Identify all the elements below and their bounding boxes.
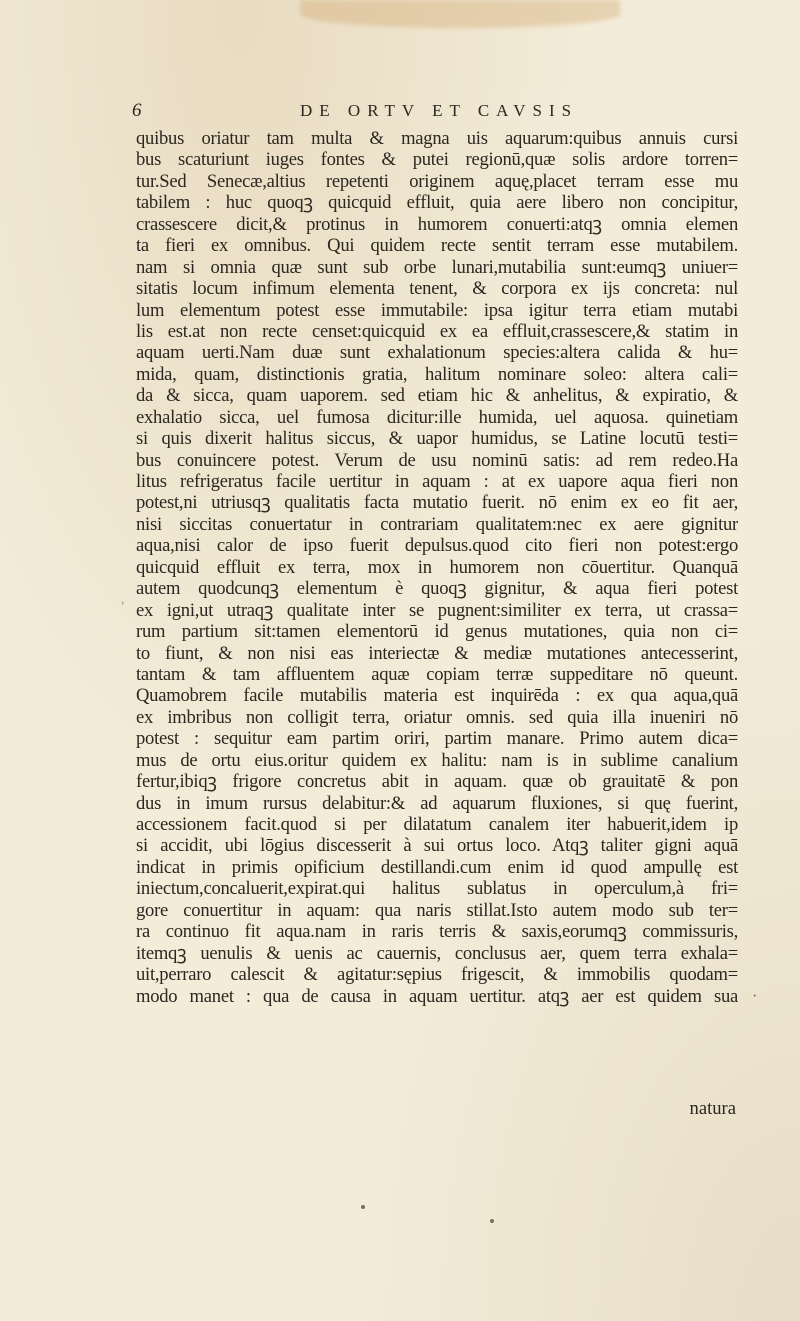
marginal-mark: ·	[752, 988, 758, 1005]
text-line: bus conuincere potest. Verum de usu nominū satis: ad rem redeo.Ha	[136, 449, 738, 471]
paper-stain	[300, 0, 620, 28]
text-line: itemqꝫ uenulis & uenis ac cauernis, conclusus aer, quem terra exhala=	[136, 942, 738, 964]
text-line: tantam & tam affluentem aquæ copiam terræ suppeditare nō queunt.	[136, 663, 738, 685]
text-line: accessionem facit.quod si per dilatatum canalem iter habuerit,idem ip	[136, 814, 738, 835]
text-line: si accidit, ubi lōgius discesserit à sui ortus loco. Atqꝫ taliter gigni aquā	[136, 835, 738, 857]
text-line: mida, quam, distinctionis gratia, halitum nominare soleo: altera cali=	[136, 363, 738, 385]
text-line: si quis dixerit halitus siccus, & uapor humidus, se Latine locutū testi=	[136, 428, 738, 450]
text-line: aquam uerti.Nam duæ sunt exhalationum species:altera calida & hu=	[136, 342, 738, 364]
text-line: crassescere dicit,& protinus in humorem conuerti:atqꝫ omnia elemen	[136, 213, 738, 235]
text-line: autem quodcunqꝫ elementum è quoqꝫ gignitur, & aqua fieri potest	[136, 578, 738, 600]
text-line: bus scaturiunt iuges fontes & putei regionū,quæ solis ardore torren=	[136, 149, 738, 171]
text-line: ex imbribus non colligit terra, oriatur omnis. sed quia illa inueniri nō	[136, 706, 738, 728]
text-line: sitatis locum infimum elementa tenent, & corpora ex ijs concreta: nul	[136, 278, 738, 300]
text-line: indicat in primis opificium destillandi.cum enim id quod ampullę est	[136, 856, 738, 878]
page-number: 6	[132, 100, 142, 121]
text-line: tabilem : huc quoqꝫ quicquid effluit, quia aere libero non concipitur,	[136, 192, 738, 214]
text-line: rum partium sit:tamen elementorū id genus mutationes, quia non ci=	[136, 621, 738, 643]
ink-speck	[490, 1219, 494, 1223]
text-line: ta fieri ex omnibus. Qui quidem recte sentit terram esse mutabilem.	[136, 235, 738, 257]
marginal-mark: ʾ	[120, 600, 126, 617]
running-title: DE ORTV ET CAVSIS	[300, 101, 579, 120]
body-text	[136, 128, 738, 1007]
text-line: potest,ni utriusqꝫ qualitatis facta mutatio fuerit. nō enim ex eo fit aer,	[136, 492, 738, 514]
text-line: Quamobrem facile mutabilis materia est inquirēda : ex qua aqua,quā	[136, 685, 738, 707]
text-line: fertur,ibiqꝫ frigore concretus abit in aquam. quæ ob grauitatē & pon	[136, 771, 738, 793]
text-line: dus in imum rursus delabitur:& ad aquarum fluxiones, si quę fuerint,	[136, 792, 738, 814]
text-line: tur.Sed Senecæ,altius repetenti originem aquę,placet terram esse mu	[136, 170, 738, 192]
text-line: aqua,nisi calor de ipso fuerit depulsus.quod cito fieri non potest:ergo	[136, 535, 738, 557]
text-line: ex igni,ut utraqꝫ qualitate inter se pugnent:similiter ex terra, ut crassa=	[136, 599, 738, 621]
text-line: lum elementum potest esse immutabile: ipsa igitur terra etiam mutabi	[136, 299, 738, 321]
text-line: modo manet : qua de causa in aquam uertitur. atqꝫ aer est quidem sua	[136, 985, 738, 1007]
text-line: gore conuertitur in aquam: qua naris stillat.Isto autem modo sub ter=	[136, 899, 738, 921]
text-line: nisi siccitas conuertatur in contrariam qualitatem:nec ex aere gignitur	[136, 513, 738, 535]
text-line: lis est.at non recte censet:quicquid ex ea effluit,crassescere,& statim in	[136, 320, 738, 342]
text-line: exhalatio sicca, uel fumosa dicitur:ille humida, uel aquosa. quinetiam	[136, 406, 738, 428]
running-head	[132, 100, 752, 128]
text-line: iniectum,concaluerit,expirat.qui halitus sublatus in operculum,à fri=	[136, 878, 738, 900]
ink-speck	[361, 1205, 365, 1209]
text-line: to fiunt, & non nisi eas interiectæ & mediæ mutationes antecesserint,	[136, 642, 738, 664]
text-line: uit,perraro calescit & agitatur:sępius frigescit, & immobilis quodam=	[136, 964, 738, 986]
text-line: da & sicca, quam uaporem. sed etiam hic & anhelitus, & expiratio, &	[136, 385, 738, 407]
text-line: quicquid effluit ex terra, mox in humorem non cōuertitur. Quanquā	[136, 556, 738, 578]
text-line: litus refrigeratus facile uertitur in aquam : at ex uapore aqua fieri non	[136, 471, 738, 492]
text-line: potest : sequitur eam partim oriri, partim manare. Primo autem dica=	[136, 728, 738, 750]
text-line: mus de ortu eius.oritur quidem ex halitu: nam is in sublime canalium	[136, 749, 738, 771]
text-line: nam si omnia quæ sunt sub orbe lunari,mutabilia sunt:eumqꝫ uniuer=	[136, 256, 738, 278]
catchword: natura	[689, 1098, 736, 1119]
text-line: quibus oriatur tam multa & magna uis aquarum:quibus annuis cursi	[136, 128, 738, 149]
text-line: ra continuo fit aqua.nam in raris terris & saxis,eorumqꝫ commissuris,	[136, 921, 738, 943]
